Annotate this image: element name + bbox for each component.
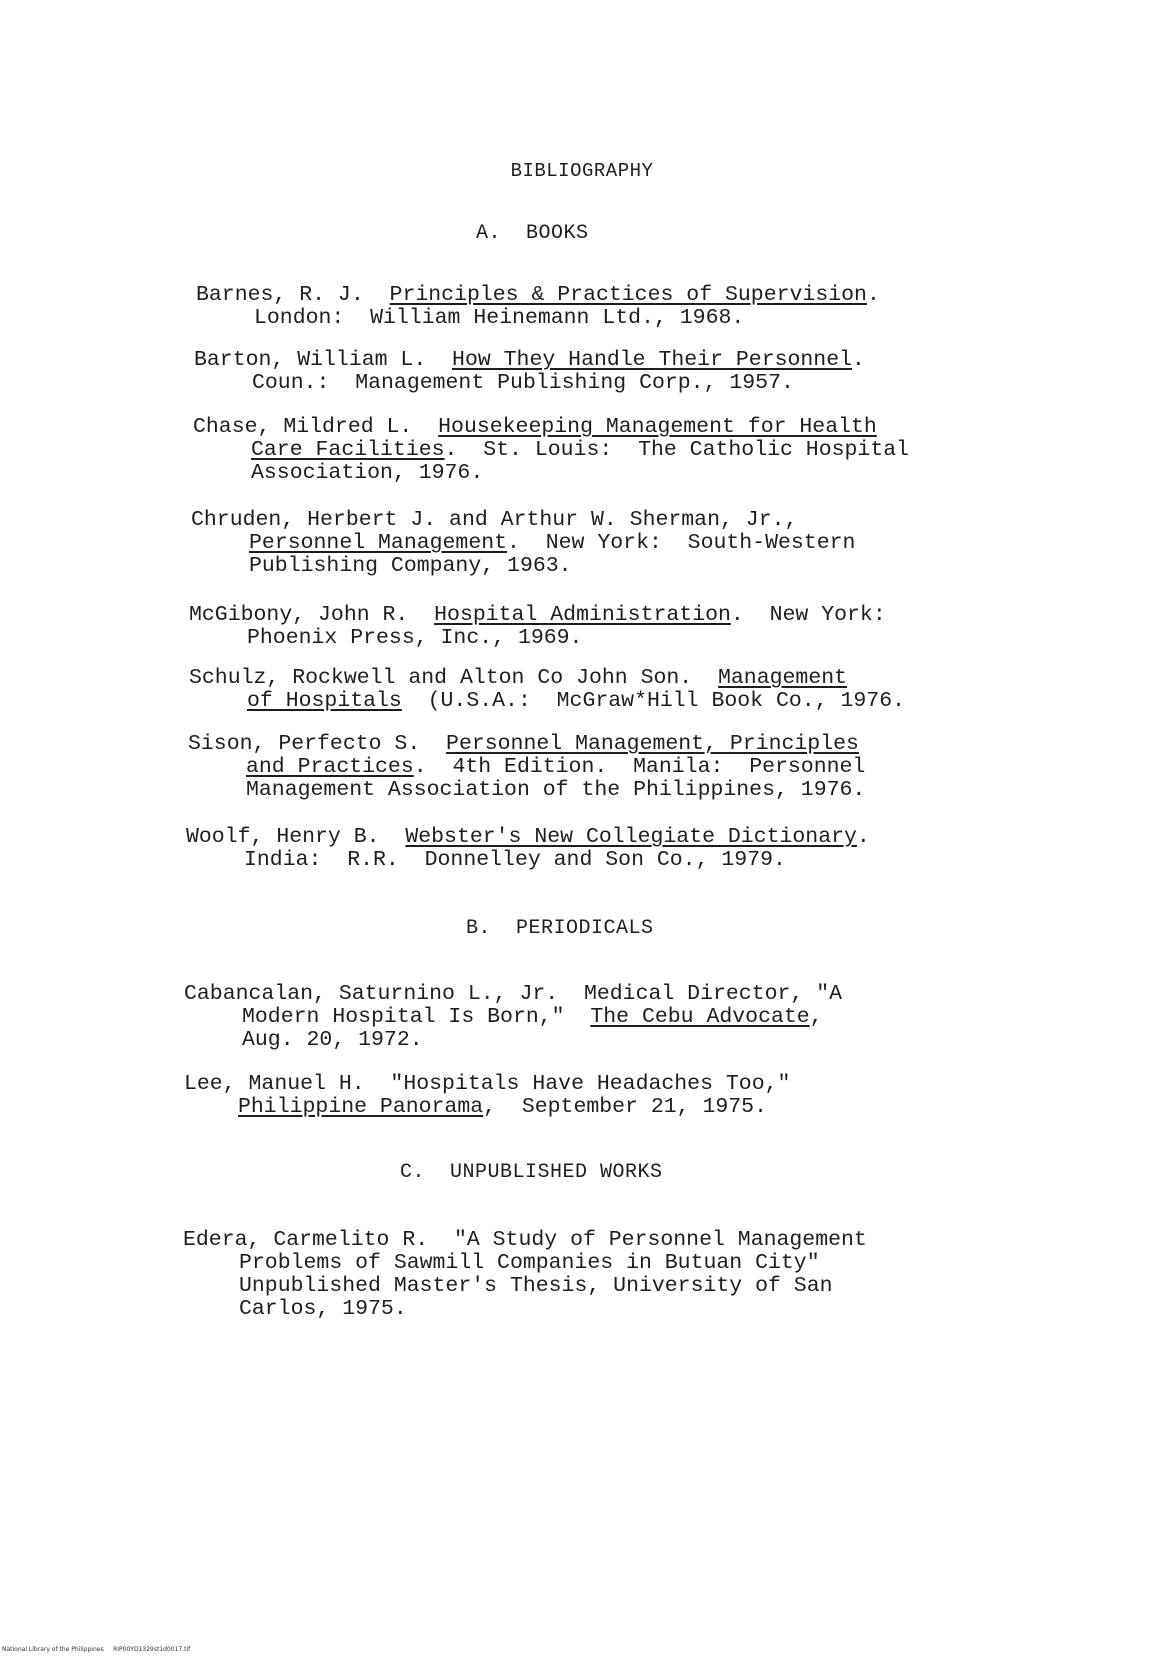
page-title: BIBLIOGRAPHY — [510, 160, 654, 182]
bib-entry-chase — [193, 416, 909, 485]
bib-entry-lee — [184, 1073, 790, 1119]
entry-author: McGibony, John R. — [189, 603, 435, 627]
entry-publisher: . New York: South-Western — [507, 531, 856, 555]
entry-title: Personnel Management — [249, 531, 508, 555]
entry-periodical: The Cebu Advocate — [590, 1005, 810, 1029]
entry-publisher: London: William Heinemann Ltd., 1968. — [254, 306, 745, 330]
entry-title: Hospital Administration — [434, 603, 731, 627]
entry-publisher: . New York: — [730, 603, 886, 627]
entry-publisher: India: R.R. Donnelley and Son Co., 1979. — [244, 848, 786, 872]
entry-author: Edera, Carmelito R. "A Study of Personnel Management — [183, 1228, 867, 1252]
entry-author: Schulz, Rockwell and Alton Co John Son. — [189, 666, 718, 690]
bib-entry-mcgibony — [189, 604, 886, 650]
bib-entry-barnes — [196, 284, 880, 330]
bib-entry-chruden — [191, 509, 855, 578]
bib-entry-schulz — [189, 667, 905, 713]
scan-footer: National Library of the Philippines RIP00YD1329st1d0017.tif — [2, 1646, 191, 1653]
entry-punct: . — [852, 348, 865, 372]
entry-article-title: Modern Hospital Is Born," — [242, 1005, 591, 1029]
bib-entry-cabancalan — [184, 983, 842, 1052]
entry-title-cont: Care Facilities — [251, 438, 445, 462]
entry-punct: . — [856, 825, 870, 849]
entry-date: Carlos, 1975. — [239, 1297, 407, 1321]
entry-publisher: . 4th Edition. Manila: Personnel — [413, 755, 866, 779]
entry-title: How They Handle Their Personnel — [452, 348, 853, 372]
entry-title-cont: of Hospitals — [247, 689, 402, 713]
entry-publisher: (U.S.A.: McGraw*Hill Book Co., 1976. — [401, 689, 906, 713]
bib-entry-barton — [194, 349, 865, 395]
section-heading-periodicals: B. PERIODICALS — [466, 917, 654, 940]
entry-title: Personnel Management, Principles — [446, 732, 859, 756]
entry-author: Barnes, R. J. — [196, 283, 390, 307]
entry-punct: , — [809, 1005, 823, 1029]
bib-entry-edera — [183, 1229, 867, 1321]
entry-publisher-cont: Phoenix Press, Inc., 1969. — [247, 626, 583, 650]
entry-publisher-cont: Management Association of the Philippines, 1976. — [246, 778, 866, 802]
entry-punct: . — [866, 283, 880, 307]
entry-title-cont: and Practices — [246, 755, 414, 779]
entry-author: Barton, William L. — [194, 348, 453, 372]
entry-publisher-cont: Publishing Company, 1963. — [249, 554, 572, 578]
bib-entry-sison — [188, 733, 865, 802]
entry-author: Sison, Perfecto S. — [188, 732, 447, 756]
entry-author: Lee, Manuel H. "Hospitals Have Headaches Too," — [184, 1072, 791, 1096]
entry-title: Principles & Practices of Supervision — [389, 283, 867, 307]
entry-author: Cabancalan, Saturnino L., Jr. Medical Director, "A — [184, 982, 843, 1006]
entry-title: Webster's New Collegiate Dictionary — [405, 825, 857, 849]
entry-title-cont: Problems of Sawmill Companies in Butuan City" — [239, 1251, 820, 1275]
bib-entry-woolf — [186, 826, 870, 872]
entry-publisher: Coun.: Management Publishing Corp., 1957. — [252, 371, 794, 395]
entry-thesis-info: Unpublished Master's Thesis, University of San — [239, 1274, 833, 1298]
entry-publisher: . St. Louis: The Catholic Hospital — [444, 438, 910, 462]
entry-date: , September 21, 1975. — [483, 1095, 767, 1119]
entry-title: Housekeeping Management for Health — [438, 415, 877, 439]
entry-author: Woolf, Henry B. — [186, 825, 406, 849]
section-heading-books: A. BOOKS — [476, 222, 589, 245]
entry-title: Management — [718, 666, 848, 690]
entry-author: Chruden, Herbert J. and Arthur W. Sherman, Jr., — [191, 508, 798, 532]
section-heading-unpublished: C. UNPUBLISHED WORKS — [400, 1161, 663, 1184]
entry-author: Chase, Mildred L. — [193, 415, 439, 439]
entry-date: Aug. 20, 1972. — [242, 1028, 423, 1052]
entry-periodical: Philippine Panorama — [238, 1095, 484, 1119]
entry-publisher-cont: Association, 1976. — [251, 461, 484, 485]
